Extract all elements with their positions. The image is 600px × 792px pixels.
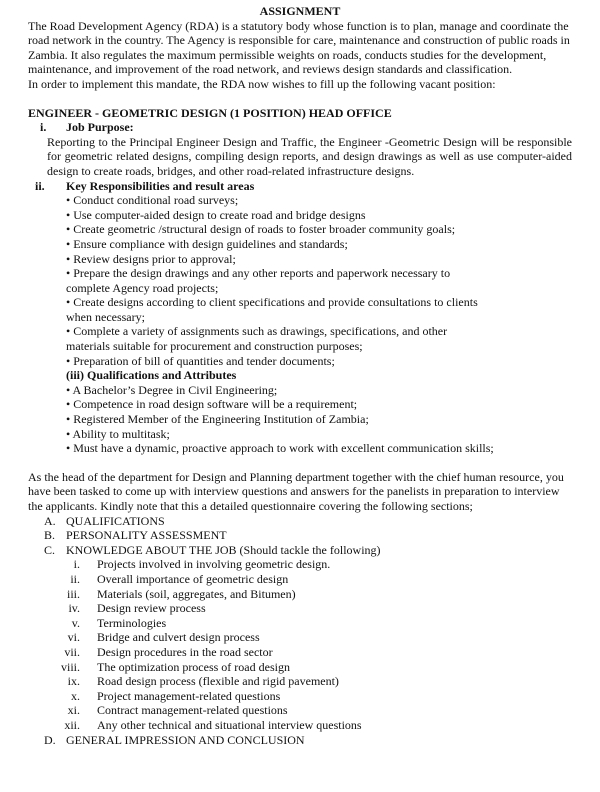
section-label: A.: [44, 513, 56, 528]
section-item: [44, 528, 600, 543]
document-page: [0, 4, 600, 792]
topic-text: Road design process (flexible and rigid pavement): [97, 674, 339, 689]
list-item: • A Bachelor’s Degree in Civil Engineering;: [66, 382, 278, 397]
list-item: [0, 572, 600, 587]
job-purpose-text: Reporting to the Principal Engineer Design and Traffic, the Engineer -Geometric Design will be responsible for geometric related designs, compiling design reports, and design drawings as well as use computer-aided design to create roads, bridges, and other road-related infrastructure designs.: [47, 134, 572, 178]
topic-num: xi.: [67, 703, 80, 718]
list-item: • Registered Member of the Engineering Institution of Zambia;: [66, 412, 369, 427]
section-text: PERSONALITY ASSESSMENT: [66, 528, 227, 543]
list-item: • Ability to multitask;: [66, 426, 170, 441]
job-purpose-num: i.: [40, 120, 47, 135]
topic-text: Any other technical and situational interview questions: [97, 717, 362, 732]
topic-text: Project management-related questions: [97, 688, 281, 703]
list-item: [0, 587, 600, 602]
section-item: [44, 514, 600, 529]
topic-text: Bridge and culvert design process: [97, 630, 260, 645]
section-label: C.: [44, 542, 56, 557]
section-item: [44, 543, 600, 558]
intro-mandate: In order to implement this mandate, the RDA now wishes to fill up the following vacant position:: [28, 76, 496, 91]
topic-text: Design procedures in the road sector: [97, 644, 273, 659]
section-item: [44, 733, 600, 748]
list-item: [0, 601, 600, 616]
list-item: • Use computer-aided design to create road and bridge designs: [66, 207, 366, 222]
qualifications-list: [0, 383, 600, 456]
intro-section: [28, 19, 572, 92]
list-item: [0, 630, 600, 645]
list-item: • Conduct conditional road surveys;: [66, 193, 239, 208]
topic-text: Materials (soil, aggregates, and Bitumen): [97, 586, 296, 601]
position-heading: ENGINEER - GEOMETRIC DESIGN (1 POSITION) HEAD OFFICE: [28, 105, 392, 120]
list-item: [0, 703, 600, 718]
job-purpose-label: Job Purpose:: [66, 120, 134, 135]
list-item: • Ensure compliance with design guidelines and standards;: [66, 236, 348, 251]
job-purpose-heading: [40, 120, 600, 135]
topic-num: xii.: [64, 717, 80, 732]
task-paragraph: As the head of the department for Design and Planning department together with the chief human resource, you have been tasked to come up with interview questions and answers for the panelists in preparation to interview the applicants. Kindly note that this a detailed questionnaire covering the following sections;: [28, 469, 564, 513]
qualifications-heading: (iii) Qualifications and Attributes: [66, 368, 237, 383]
list-item: [0, 660, 600, 675]
list-item: • Prepare the design drawings and any other reports and paperwork necessary to complete Agency road projects;: [66, 266, 451, 295]
list-item: [0, 616, 600, 631]
section-text: QUALIFICATIONS: [66, 513, 165, 528]
topic-num: vii.: [64, 644, 80, 659]
responsibilities-list: [0, 193, 600, 368]
topic-text: Contract management-related questions: [97, 703, 288, 718]
responsibilities-num: ii.: [35, 178, 45, 193]
topic-text: Terminologies: [97, 615, 167, 630]
topic-num: iv.: [68, 601, 80, 616]
list-item: • Create geometric /structural design of roads to foster broader community goals;: [66, 222, 456, 237]
topic-num: vi.: [67, 630, 80, 645]
topic-num: v.: [71, 615, 80, 630]
topic-num: x.: [71, 688, 80, 703]
list-item: [0, 718, 600, 733]
topic-num: viii.: [60, 659, 80, 674]
responsibilities-label: Key Responsibilities and result areas: [66, 178, 255, 193]
topic-num: iii.: [66, 586, 80, 601]
section-text: GENERAL IMPRESSION AND CONCLUSION: [66, 732, 305, 747]
intro-paragraph: The Road Development Agency (RDA) is a statutory body whose function is to plan, manage and coordinate the road network in the country. The Agency is responsible for care, maintenance and construction of public roads in Zambia. It also regulates the maximum permissible weights on roads, conducts studies for the development, maintenance, and improvement of the road network, and reviews design standards and classification.: [28, 18, 570, 77]
sections-list: [0, 514, 600, 558]
section-text: KNOWLEDGE ABOUT THE JOB (Should tackle the following): [66, 542, 381, 557]
topic-text: Design review process: [97, 601, 206, 616]
list-item: • Complete a variety of assignments such as drawings, specifications, and other materials suitable for procurement and construction purposes;: [66, 324, 448, 354]
topic-num: ix.: [67, 674, 80, 689]
final-section-list: [0, 733, 600, 748]
topic-num: ii.: [70, 571, 80, 586]
list-item: [0, 674, 600, 689]
responsibilities-heading: [35, 179, 600, 194]
list-item: • Preparation of bill of quantities and tender documents;: [66, 353, 335, 368]
list-item: [0, 557, 600, 572]
topic-text: Overall importance of geometric design: [97, 571, 289, 586]
section-label: B.: [44, 528, 56, 543]
list-item: • Create designs according to client specifications and provide consultations to clients when necessary;: [66, 295, 478, 324]
list-item: [0, 645, 600, 660]
list-item: • Competence in road design software will be a requirement;: [66, 397, 358, 412]
section-label: D.: [44, 732, 56, 747]
document-title: ASSIGNMENT: [259, 4, 341, 18]
job-topics-list: [0, 557, 600, 732]
list-item: • Review designs prior to approval;: [66, 251, 236, 266]
topic-text: The optimization process of road design: [97, 659, 290, 674]
topic-num: i.: [73, 557, 80, 572]
list-item: • Must have a dynamic, proactive approach to work with excellent communication skills;: [66, 441, 494, 456]
topic-text: Projects involved in involving geometric design.: [97, 557, 331, 572]
list-item: [0, 689, 600, 704]
